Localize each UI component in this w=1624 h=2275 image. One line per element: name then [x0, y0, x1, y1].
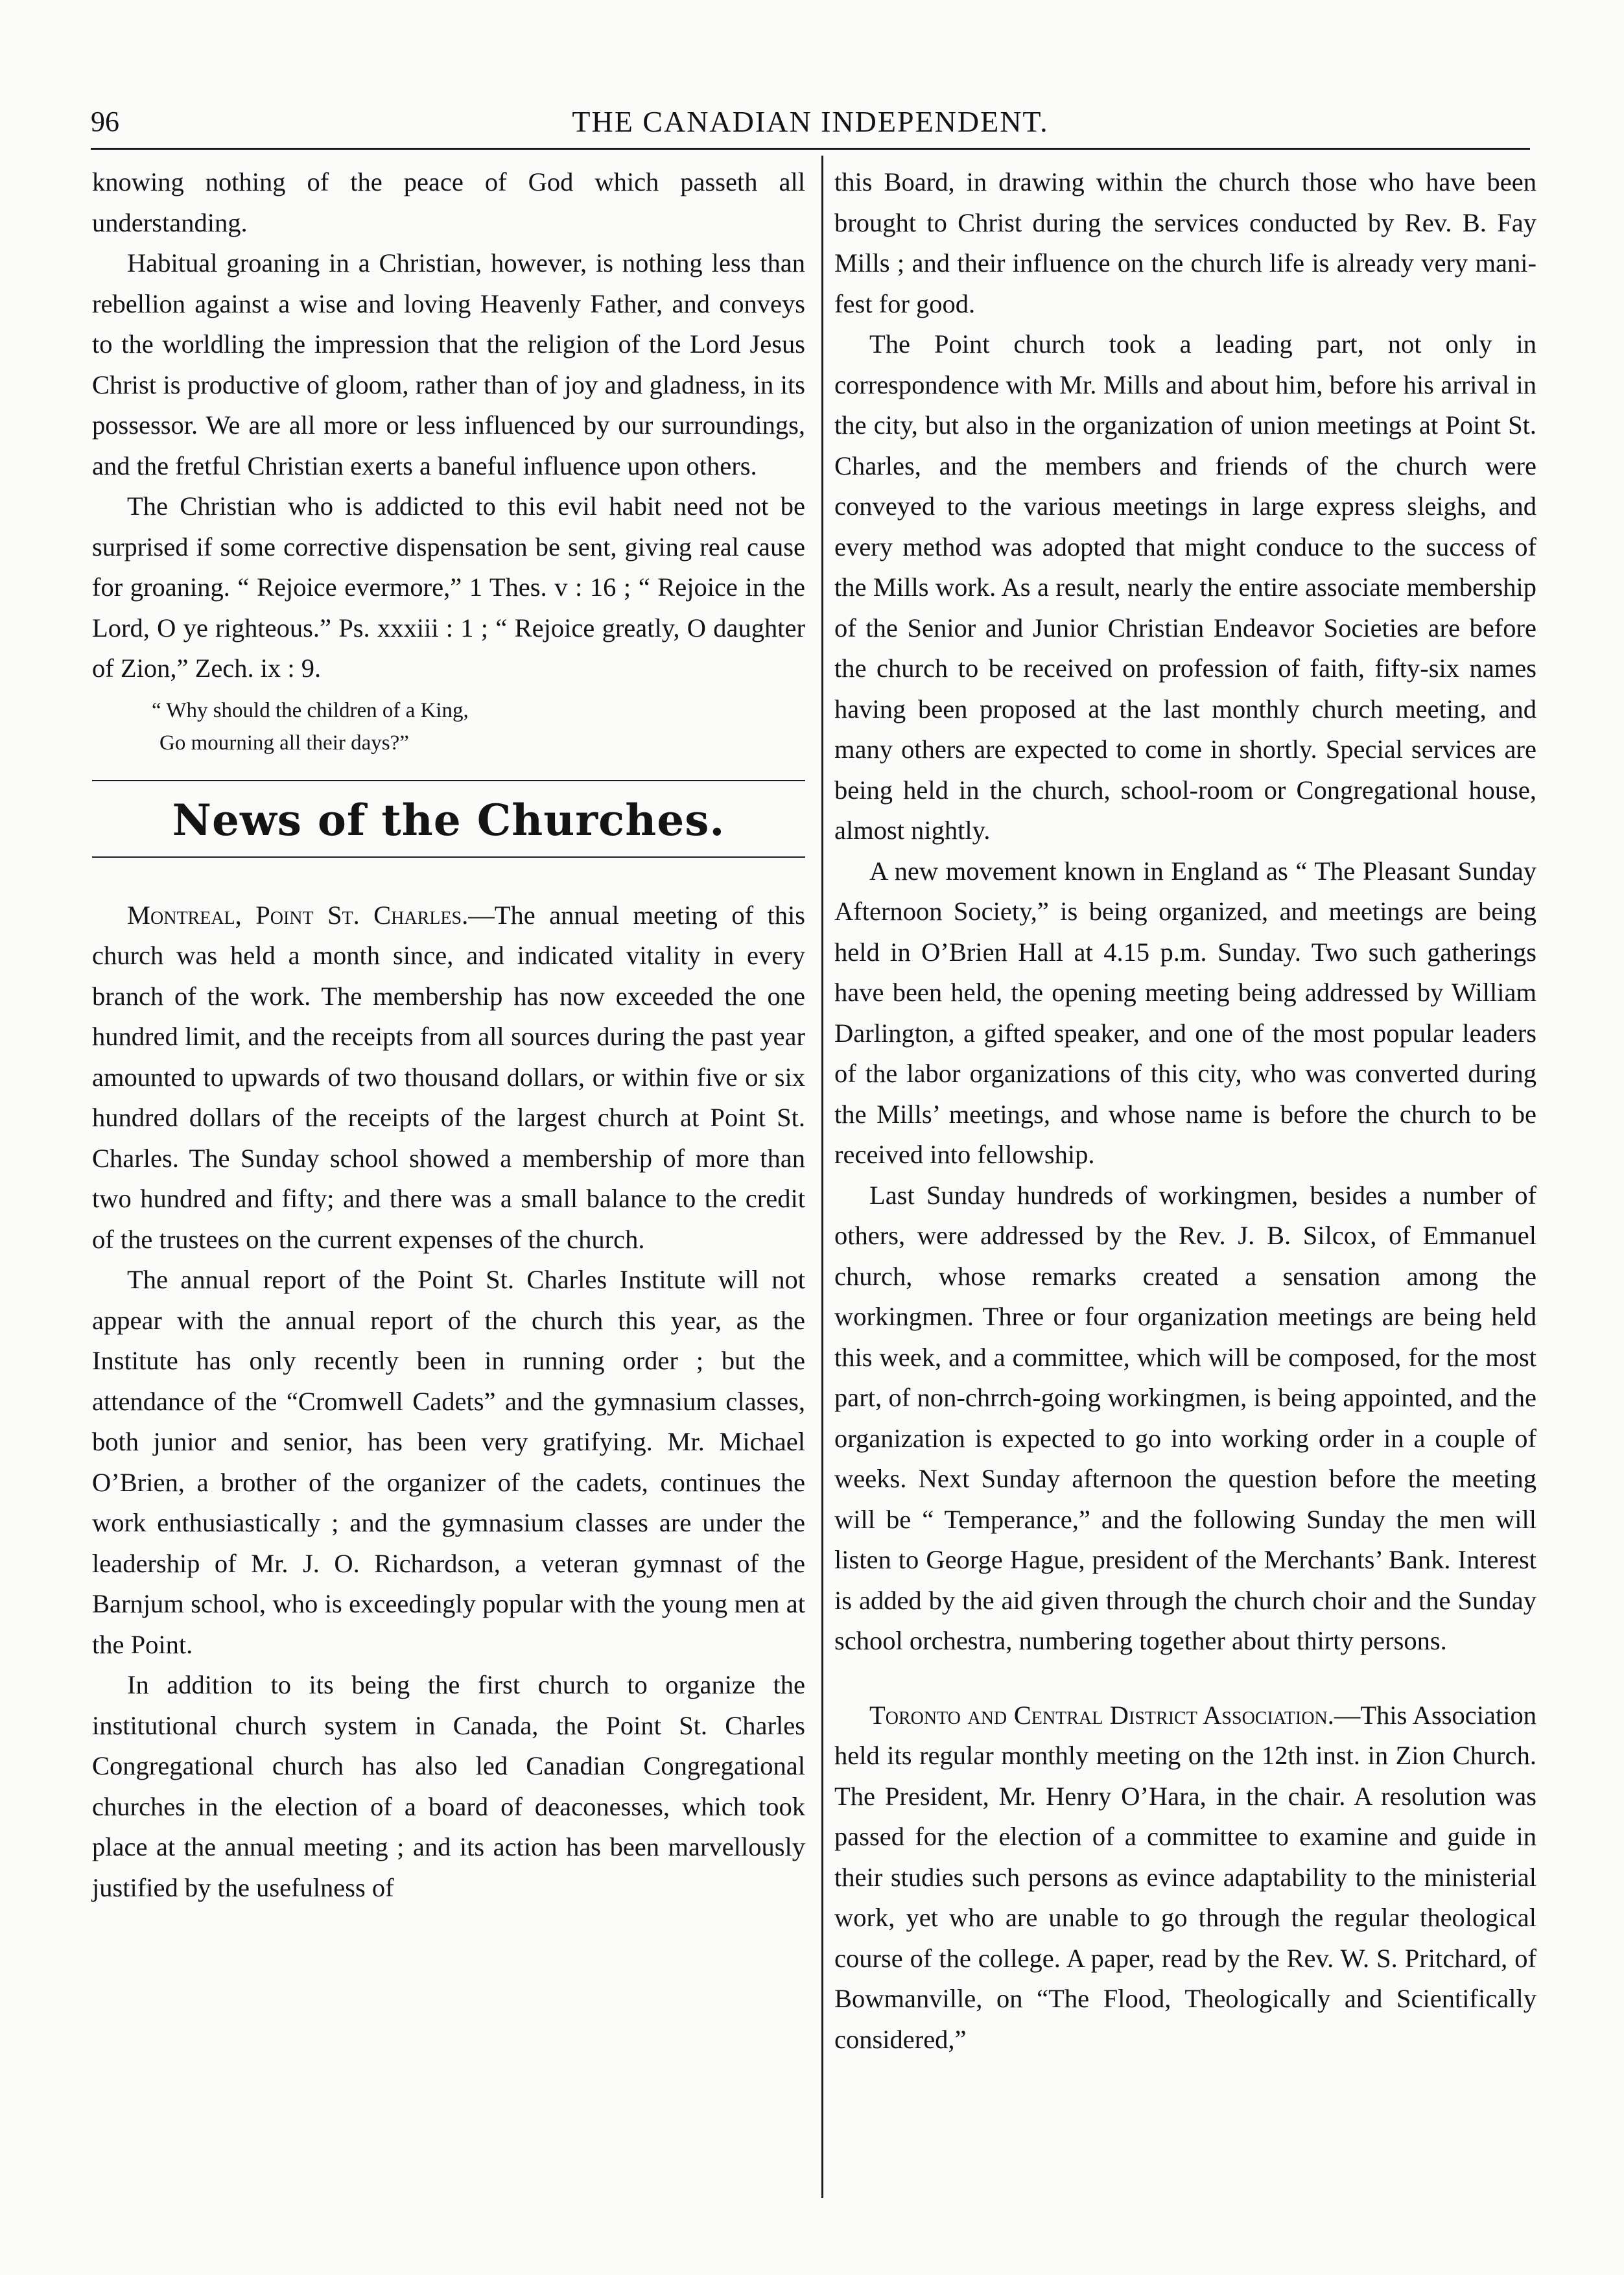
spacer — [834, 1662, 1536, 1695]
section-rule-top — [92, 780, 805, 781]
news-item-heading: Montreal, Point St. Charles. — [127, 900, 469, 930]
poem-quote — [92, 694, 805, 759]
paragraph: Last Sunday hundreds of workingmen, besides a number of others, were addressed by the Rev. J. B. Silcox, of Emmanuel church, whose remarks created a sensation among the workingmen. Three or four organization meetings are being held this week, and a committee, which will be composed, for the most part, of non-chrrch-going workingmen, is being appointed, and the organization is expected to go into working order in a couple of weeks. Next Sunday afternoon the question before the meeting will be “ Temperance,” and the following Sunday the men will listen to George Hague, president of the Merchants’ Bank. Interest is added by the aid given through the church choir and the Sunday school orchestra, numbering together about thirty persons. — [834, 1180, 1536, 1655]
paragraph: A new movement known in England as “ The Pleasant Sunday Afternoon Society,” is being organized, and meetings are being held in O’Brien Hall at 4.15 p.m. Sunday. Two such gatherings have been held, the opening meeting being addressed by William Darlington, a gifted speaker, and one of the most popular leaders of the labor organizations of this city, who was converted during the Mills’ meetings, and whose name is before the church to be received into fellowship. — [834, 856, 1536, 1169]
paragraph: knowing nothing of the peace of God which passeth all understanding. — [92, 167, 805, 237]
poem-line: “ Why should the children of a King, — [152, 698, 469, 722]
right-column — [834, 162, 1536, 2060]
news-item-body: —This Association held its regular monthly meeting on the 12th inst. in Zion Church. The President, Mr. Henry O’Hara, in the chair. A resolution was passed for the election of a committee to examine and guide in their studies such persons as evince adaptability to the ministerial work, yet who are unable to go through the regular theological course of the college. A paper, read by the Rev. W. S. Pritchard, of Bowmanville, on “The Flood, Theologically and Scientifically considered,” — [834, 1700, 1536, 2054]
paragraph: The Christian who is addicted to this evil habit need not be surprised if some corrective dispensation be sent, giving real cause for groaning. “ Rejoice evermore,” 1 Thes. v : 16 ; “ Rejoice in the Lord, O ye righteous.” Ps. xxxiii : 1 ; “ Rejoice greatly, O daughter of Zion,” Zech. ix : 9. — [92, 491, 805, 683]
page-number: 96 — [91, 106, 119, 137]
paragraph: Habitual groaning in a Christian, however, is nothing less than rebellion against a wise and loving Heavenly Father, and conveys to the worldling the impression that the religion of the Lord Jesus Christ is productive of gloom, rather than of joy and gladness, in its possessor. We are all more or less influenced by our surroundings, and the fretful Christian exerts a baneful influence upon others. — [92, 248, 805, 480]
news-item-heading: Toronto and Central District Association. — [869, 1700, 1334, 1730]
left-column — [92, 162, 805, 1908]
news-item — [92, 895, 805, 1260]
header-rule — [91, 148, 1530, 150]
poem-line: Go mourning all their days?” — [159, 731, 409, 755]
paragraph: In addition to its being the first church to organize the institutional church system in Canada, the Point St. Charles Congregational church has also led Canadian Congregational churches in the election of a board of deaconesses, which took place at the annual meeting ; and its action has been marvellously justified by the usefulness of — [92, 1670, 805, 1902]
news-item-body: —The annual meeting of this church was held a month since, and indicated vitality in every branch of the work. The membership has now exceeded the one hundred limit, and the receipts from all sources during the past year amounted to upwards of two thousand dollars, or within five or six hundred dollars of the receipts of the largest church at Point St. Charles. The Sunday school showed a membership of more than two hundred and fifty; and there was a small balance to the credit of the trustees on the current expenses of the church. — [92, 900, 805, 1254]
news-item — [834, 1695, 1536, 2060]
spacer — [92, 858, 805, 895]
paragraph: The annual report of the Point St. Charles Institute will not appear with the annual report of the church this year, as the Institute has only recently been in running order ; but the attendance of the “Cromwell Cadets” and the gymnasium classes, both junior and senior, has been very gratifying. Mr. Michael O’Brien, a brother of the organizer of the cadets, continues the work enthusiastically ; and the gymnasium classes are under the leadership of Mr. J. O. Richardson, a veteran gymnast of the Barnjum school, who is exceedingly popular with the young men at the Point. — [92, 1265, 805, 1659]
paragraph: this Board, in drawing within the church those who have been brought to Christ during the services conducted by Rev. B. Fay Mills ; and their influence on the church life is already very manifest for good. — [834, 167, 1536, 318]
section-heading: News of the Churches. — [172, 794, 725, 845]
page-header — [91, 102, 1530, 148]
paragraph: The Point church took a leading part, not only in correspondence with Mr. Mills and about him, before his arrival in the city, but also in the organization of union meetings at Point St. Charles, and the members and friends of the church were conveyed to the various meetings in large express sleighs, and every method was adopted that might conduce to the success of the Mills work. As a result, nearly the entire associate membership of the Senior and Junior Christian Endeavor Societies are before the church to be received on profession of faith, fifty-six names having been proposed at the last monthly church meeting, and many others are expected to come in shortly. Special services are being held in the church, school-room or Congregational house, almost nightly. — [834, 329, 1536, 845]
column-divider — [821, 156, 823, 2198]
publication-title: THE CANADIAN INDEPENDENT. — [572, 105, 1049, 138]
